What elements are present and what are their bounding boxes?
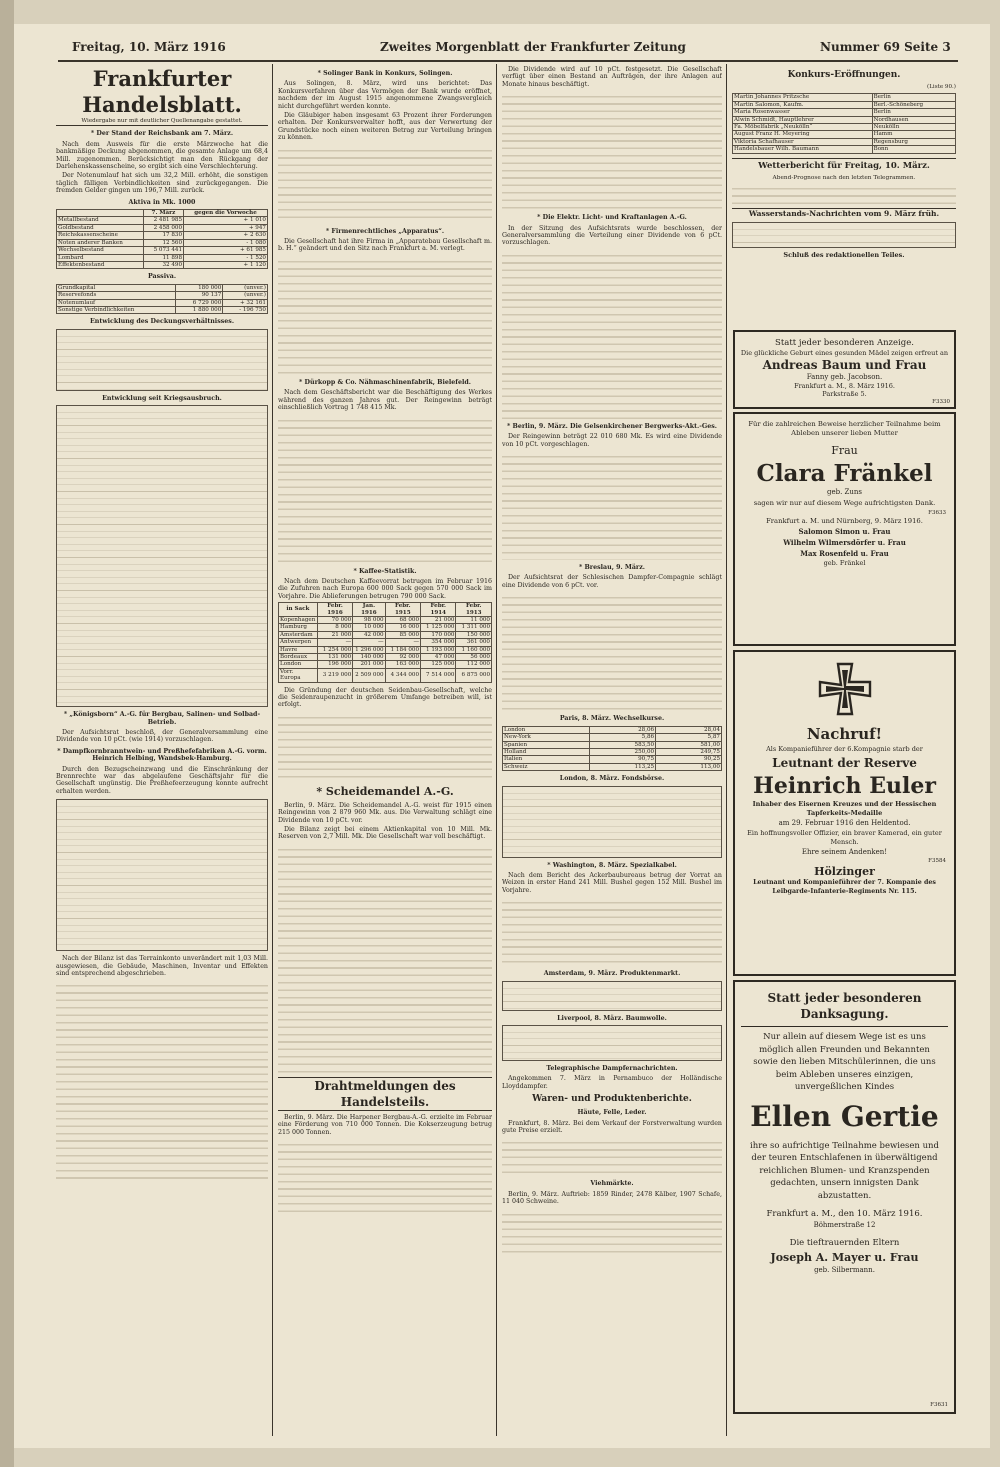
article-text: Der Notenumlauf hat sich um 32,2 Mill. erhöht, die sonstigen täglich fälligen Verbindlichkeiten sind zurückgegangen. Die fremden Gelder gingen um 196,7 Mill. zurück. [56, 172, 268, 195]
table-cell: 21 000 [317, 631, 352, 638]
table-header-row [279, 603, 492, 617]
table-cell: London [503, 726, 590, 733]
birth-announcement [733, 330, 956, 409]
paris-exchange-table [502, 726, 722, 771]
column-1 [56, 66, 268, 1436]
ad-signature: Salomon Simon u. Frau [798, 527, 891, 536]
table-row [279, 639, 492, 646]
table-cell: Lombard [57, 254, 144, 261]
table-header: Febr. 1914 [421, 603, 456, 617]
table-cell: Sonstige Verbindlichkeiten [57, 306, 176, 313]
article-text: Nach dem Deutschen Kaffeevorrat betrugen im Februar 1916 die Zufuhren nach Europa 600 000 Sack gegen 570 000 Sack im Vorjahre. Die Ablieferungen betrugen 790 000 Sack. [278, 577, 492, 600]
table-title: Aktiva in Mk. 1000 [128, 198, 196, 206]
table-cell: 354 000 [421, 639, 456, 646]
table-cell: Martin Salomon, Kaufm. [733, 101, 873, 108]
section-heading: * Die Elektr. Licht- und Kraftanlagen A.-G. [537, 214, 687, 222]
table-cell: 180 000 [176, 284, 223, 291]
table-cell: 17 830 [143, 232, 183, 239]
table-cell: 98 000 [353, 616, 385, 623]
ad-line: Ehre seinem Andenken! [801, 848, 888, 856]
table-cell: 112 000 [456, 661, 492, 668]
header-paper: Zweites Morgenblatt der Frankfurter Zeitung [380, 40, 686, 54]
kriegsausbruch-table [56, 405, 268, 707]
section-heading: Wetterbericht für Freitag, 10. März. [732, 158, 956, 172]
text-block [502, 450, 722, 560]
table-cell: New-York [503, 734, 590, 741]
table-cell: Fa. Möbelfabrik „Neukölln“ [733, 124, 873, 131]
table-cell: (unver.) [223, 284, 268, 291]
ad-signature: geb. Fränkel [823, 559, 866, 567]
text-block [278, 255, 492, 375]
column-2 [278, 66, 492, 1436]
table-cell: 28,06 [590, 726, 656, 733]
article-text: Berlin, 9. März. Die Harpener Bergbau-A.-G. erzielte im Februar eine Förderung von 710 000 Tonnen. Die Kokserzeugung betrug 215 000 Tonnen. [278, 1113, 492, 1136]
text-block [502, 1208, 722, 1258]
section-heading: Schluß des redaktionellen Teiles. [783, 251, 905, 260]
table-cell: + 2 630 [184, 232, 268, 239]
deckung-table [56, 329, 268, 391]
ad-line: Für die zahlreichen Beweise herzlicher Teilnahme beim Ableben unserer lieben Mutter [748, 420, 941, 437]
table-row [733, 138, 956, 145]
table-cell: 2 481 985 [143, 217, 183, 224]
table-cell: + 1 010 [184, 217, 268, 224]
table-cell: 28,04 [656, 726, 722, 733]
table-cell: 21 000 [421, 616, 456, 623]
table-cell: 32 490 [143, 261, 183, 268]
column-3 [502, 66, 722, 1436]
article-text: Frankfurt, 8. März. Bei dem Verkauf der Forstverwaltung wurden gute Preise erzielt. [502, 1119, 722, 1134]
section-heading: * Scheidemandel A.-G. [316, 784, 454, 798]
table-cell: Reservefonds [57, 292, 176, 299]
kaffee-table [278, 602, 492, 682]
table-cell: Spanien [503, 741, 590, 748]
table-row [503, 748, 722, 755]
header-date: Freitag, 10. März 1916 [72, 40, 226, 54]
table-cell: 170 000 [421, 631, 456, 638]
table-cell: Grundkapital [57, 284, 176, 291]
table-cell: 2 509 000 [353, 668, 385, 682]
table-cell: Havre [279, 646, 318, 653]
section-heading: * Solinger Bank in Konkurs, Solingen. [317, 70, 453, 77]
text-block [502, 1136, 722, 1176]
table-cell: 1 125 000 [421, 624, 456, 631]
ad-line: Die glückliche Geburt eines gesunden Mädel zeigen erfreut an [740, 349, 949, 357]
article-text: Nach der Bilanz ist das Terrainkonto unverändert mit 1,03 Mill. ausgewiesen, die Gebäude, Maschinen, Inventar und Effekten sind entsprechend abgeschrieben. [56, 955, 268, 978]
table-cell: Berl.-Schöneberg [872, 101, 955, 108]
section-heading: Wasserstands-Nachrichten vom 9. März früh. [732, 208, 956, 219]
table-row [57, 247, 268, 254]
reichsbank-aktiva-table [56, 209, 268, 269]
table-cell: 250,00 [590, 748, 656, 755]
ad-name: Ellen Gertie [750, 1099, 939, 1133]
ad-line: Statt jeder besonderen Anzeige. [775, 338, 914, 348]
table-row [57, 292, 268, 299]
ad-line: Fanny geb. Jacobson. [806, 373, 883, 381]
ad-name: Andreas Baum und Frau [762, 358, 927, 372]
table-row [57, 239, 268, 246]
ad-line: Inhaber des Eisernen Kreuzes und der Hessischen Tapferkeits-Medaille [752, 800, 937, 817]
table-cell: 5 073 441 [143, 247, 183, 254]
table-cell: + 61 985 [184, 247, 268, 254]
table-header: 7. März [143, 210, 183, 217]
section-heading: * Breslau, 9. März. [578, 564, 645, 572]
table-cell: 583,50 [590, 741, 656, 748]
london-table [502, 786, 722, 858]
table-row [503, 763, 722, 770]
column-4-top [732, 66, 956, 326]
table-cell: Antwerpen [279, 639, 318, 646]
table-cell: — [385, 639, 420, 646]
thanks-announcement-ellen-gertie [733, 980, 956, 1414]
ad-title: Statt jeder besonderen Danksagung. [741, 990, 948, 1027]
table-cell: - 1 520 [184, 254, 268, 261]
table-cell: 7 514 000 [421, 668, 456, 682]
table-row [733, 109, 956, 116]
article-text: Die Bilanz zeigt bei einem Aktienkapital von 10 Mill. Mk. Reserven von 2,7 Mill. Mk. Die Gesellschaft war voll beschäftigt. [278, 826, 492, 841]
table-row [733, 124, 956, 131]
table-cell: Alwin Schmidt, Hauptlehrer [733, 116, 873, 123]
table-cell: 113,00 [656, 763, 722, 770]
table-header [57, 210, 144, 217]
section-heading: * „Königsborn“ A.-G. für Bergbau, Salinen- und Solbad-Betrieb. [63, 711, 261, 726]
table-cell: 1 254 000 [317, 646, 352, 653]
table-cell: 1 311 000 [456, 624, 492, 631]
table-cell: Kopenhagen [280, 616, 316, 623]
table-cell: - 196 750 [223, 306, 268, 313]
table-cell: Schweiz [503, 763, 590, 770]
section-heading: Paris, 8. März. Wechselkurse. [559, 715, 665, 723]
table-row [503, 756, 722, 763]
masthead-note: Wiedergabe nur mit deutlicher Quellenangabe gestattet. [56, 118, 268, 126]
table-cell: 16 000 [385, 624, 420, 631]
table-row [279, 616, 492, 623]
ad-line: geb. Zuns [826, 488, 863, 496]
table-cell: Holland [503, 748, 590, 755]
article-text: Nach dem Ausweis für die erste Märzwoche hat die bankmäßige Deckung abgenommen, die gesamte Anlage um 68,4 Mill. zugenommen. Berücksichtigt man den Rückgang der Darlehenskassenscheine, so ergibt sich eine Verschlechterung. [56, 140, 268, 171]
table-cell: 90,25 [656, 756, 722, 763]
table-cell: 163 000 [385, 661, 420, 668]
table-cell: 2 458 000 [143, 224, 183, 231]
table-row [503, 734, 722, 741]
table-header: in Sack [279, 603, 318, 617]
ad-line: Ein hoffnungsvoller Offizier, ein braver Kamerad, ein guter Mensch. [747, 829, 942, 846]
table-cell: 196 000 [317, 661, 352, 668]
table-cell: 581,00 [656, 741, 722, 748]
water-table [732, 222, 956, 248]
section-heading: Waren- und Produktenberichte. [532, 1094, 692, 1105]
text-block [278, 843, 492, 1073]
section-heading: Entwicklung seit Kriegsausbruch. [102, 394, 222, 402]
section-heading: Liverpool, 8. März. Baumwolle. [557, 1014, 667, 1022]
table-header: Febr. 1915 [385, 603, 420, 617]
table-cell: 56 000 [456, 653, 492, 660]
ad-line: Leutnant der Reserve [772, 756, 917, 770]
liverpool-table [502, 1025, 722, 1061]
ad-code: F3633 [928, 510, 946, 516]
text-block [278, 711, 492, 781]
article-text: Berlin, 9. März. Die Scheidemandel A.-G. weist für 1915 einen Reingewinn von 2 879 960 Mk. aus. Die Verwaltung schlägt eine Dividende von 10 pCt. vor. [278, 801, 492, 824]
table-row [733, 146, 956, 153]
section-heading: * Dürkopp & Co. Nähmaschinenfabrik, Bielefeld. [299, 378, 471, 386]
table-cell: 47 000 [421, 653, 456, 660]
table-cell: Berlin [872, 109, 955, 116]
table-cell: August Franz H. Meyering [733, 131, 873, 138]
table-cell: 42 000 [353, 631, 385, 638]
table-cell: Hamm [872, 131, 955, 138]
column-rule [272, 64, 273, 1436]
table-cell: 131 000 [317, 653, 352, 660]
table-cell: 90,75 [590, 756, 656, 763]
obituary-heinrich-euler [733, 650, 956, 976]
section-heading: * Der Stand der Reichsbank am 7. März. [90, 130, 234, 138]
ad-title: Nachruf! [806, 725, 883, 743]
article-text: Die Gläubiger haben insgesamt 63 Prozent ihrer Forderungen erhalten. Der Konkursverwalter hofft, aus der Verwertung der Grundstücke noch einen weiteren Betrag zur Verteilung bringen zu können. [278, 112, 492, 142]
article-text: Die Gründung der deutschen Seidenbau-Gesellschaft, welche die Seidenraupenzucht in größerem Umfange betreiben will, ist erfolgt. [278, 686, 492, 709]
ad-name: Heinrich Euler [753, 773, 936, 799]
konkurs-table [732, 93, 956, 153]
table-row [57, 254, 268, 261]
article-text: Berlin, 9. März. Auftrieb: 1859 Rinder, 2478 Kälber, 1907 Schafe, 11 040 Schweine. [502, 1190, 722, 1206]
ad-line: Frau [831, 444, 858, 457]
ad-line: Als Kompanieführer der 6.Kompagnie starb der [766, 745, 923, 753]
table-cell: 1 160 000 [456, 646, 492, 653]
article-text: Aus Solingen, 8. März, wird uns berichtet: Das Konkursverfahren über das Vermögen der Bank wurde eröffnet, nachdem der im August 1915 angenommene Zwangsvergleich nicht durchgeführt werden konnte. [278, 80, 492, 110]
table-cell: + 947 [184, 224, 268, 231]
table-cell: 1 193 000 [421, 646, 456, 653]
table-cell: Hamburg [279, 624, 318, 631]
table-row [279, 661, 492, 668]
text-block [502, 896, 722, 966]
ad-line: Die tieftrauernden Eltern [789, 1238, 900, 1248]
section-heading: Konkurs-Eröffnungen. [787, 70, 901, 80]
table-row [57, 261, 268, 268]
table-cell: Nordhausen [872, 116, 955, 123]
section-heading: * Kaffee-Statistik. [353, 567, 417, 575]
table-cell: Vorr. Europa [279, 668, 318, 682]
ad-line: Nur allein auf diesem Wege ist es uns möglich allen Freunden und Bekannten sowie den lieben Mitschülerinnen, die uns beim Ableben unseres einzigen, unvergeßlichen Kindes [753, 1032, 936, 1092]
table-cell: 85 000 [385, 631, 420, 638]
header-rule [58, 60, 958, 62]
section-heading: London, 8. März. Fondsbörse. [559, 775, 665, 783]
table-header-row [57, 210, 268, 217]
article-text: Die Gesellschaft hat ihre Firma in „Apparatebau Gesellschaft m. b. H.“ geändert und den Sitz nach Frankfurt a. M. verlegt. [278, 238, 492, 253]
ad-signature: Max Rosenfeld u. Frau [800, 549, 889, 558]
table-header: Jan. 1916 [353, 603, 385, 617]
ad-line: ihre so aufrichtige Teilnahme bewiesen und der teuren Entschlafenen in überwältigend reichlichen Blumen- und Kranzspenden gedachten, unsern innigsten Dank abzustatten. [750, 1140, 939, 1201]
ad-code: F3631 [930, 1402, 948, 1408]
text-block [502, 591, 722, 711]
table-cell: Regensburg [872, 138, 955, 145]
table-row [733, 116, 956, 123]
table-row [279, 624, 492, 631]
ad-signature: geb. Silbermann. [814, 1266, 875, 1274]
table-row [279, 668, 492, 682]
ad-code: F3330 [932, 399, 950, 405]
table-cell: — [353, 639, 385, 646]
article-text: Der Aufsichtsrat beschloß, der Generalversammlung eine Dividende von 10 pCt. (wie 1914) vorzuschlagen. [56, 728, 268, 744]
article-text: Nach dem Bericht des Ackerbaubureaus betrug der Vorrat an Weizen in erster Hand 241 Mill. Bushel gegen 152 Mill. Bushel im Vorjahre. [502, 871, 722, 894]
table-cell: 1 296 000 [353, 646, 385, 653]
ad-line: Parkstraße 5. [822, 390, 867, 398]
table-row [57, 284, 268, 291]
text-block [502, 249, 722, 419]
page-header [60, 40, 960, 58]
text-block [278, 1138, 492, 1218]
section-heading: Entwicklung des Deckungsverhältnisses. [89, 318, 235, 326]
section-heading: Viehmärkte. [590, 1180, 634, 1188]
ad-line: sagen wir nur auf diesem Wege aufrichtigsten Dank. [753, 499, 936, 507]
table-cell: (unver.) [223, 292, 268, 299]
table-header: Febr. 1913 [456, 603, 492, 617]
table-cell: - 1 080 [184, 239, 268, 246]
table-cell: Bonn [872, 146, 955, 153]
article-text: Der Aufsichtsrat der Schlesischen Dampfer-Compagnie schlägt eine Dividende von 6 pCt. vor. [502, 574, 722, 589]
table-cell: Neukölln [872, 124, 955, 131]
table-row [57, 217, 268, 224]
page-gutter [0, 0, 14, 1467]
table-row [279, 631, 492, 638]
table-cell: Metallbestand [57, 217, 144, 224]
section-heading: Telegraphische Dampfernachrichten. [546, 1064, 678, 1072]
table-cell: 10 000 [353, 624, 385, 631]
section-heading: * Berlin, 9. März. Die Gelsenkirchener Bergwerks-Akt.-Ges. [507, 422, 717, 430]
ad-signature: Leutnant und Kompanieführer der 7. Kompanie des Leibgarde-Infanterie-Regiments Nr. 115. [753, 879, 936, 895]
table-row [57, 232, 268, 239]
table-cell: Reichskassenscheine [57, 232, 144, 239]
section-heading: Amsterdam, 9. März. Produktenmarkt. [543, 970, 681, 978]
text-block [278, 414, 492, 564]
ad-line: Frankfurt a. M., den 10. März 1916. [766, 1209, 923, 1219]
table-cell: 140 000 [353, 653, 385, 660]
table-row [733, 131, 956, 138]
table-header: Febr. 1916 [317, 603, 352, 617]
konkurs-sub: (Liste 90.) [927, 84, 956, 90]
table-cell: — [317, 639, 352, 646]
masthead: Frankfurter Handelsblatt. [82, 66, 242, 117]
ad-name: Clara Fränkel [756, 460, 933, 487]
table-cell: 201 000 [353, 661, 385, 668]
table-cell: Bordeaux [279, 653, 318, 660]
table-cell: Effektenbestand [57, 261, 144, 268]
article-text: Die Dividende wird auf 10 pCt. festgesetzt. Die Gesellschaft verfügt über einen Bestand an Aufträgen, der ihre Anlagen auf Monate hinaus beschäftigt. [502, 66, 722, 88]
table-cell: 1 880 000 [176, 306, 223, 313]
table-cell: 11 000 [456, 616, 492, 623]
weather-sub: Abend-Prognose nach den letzten Telegrammen. [772, 174, 916, 181]
table-cell: Viktoria Schafhauser [733, 138, 873, 145]
table-header: gegen die Vorwoche [184, 210, 268, 217]
table-cell: + 32 161 [223, 299, 268, 306]
table-cell: 11 898 [143, 254, 183, 261]
table-cell: Goldbestand [57, 224, 144, 231]
section-heading: * Firmenrechtliches „Apparatus“. [325, 227, 445, 235]
table-cell: Noten anderer Banken [57, 239, 144, 246]
table-cell: 4 344 000 [385, 668, 420, 682]
table-cell: Maria Rosenwasser [733, 109, 873, 116]
table-cell: 8 000 [317, 624, 352, 631]
table-cell: 361 000 [456, 639, 492, 646]
article-text: Angekommen 7. März in Pernambuco der Holländische Lloyddampfer. [502, 1075, 722, 1090]
table-cell: 5,86 [590, 734, 656, 741]
article-text: Durch den Bezugscheinzwang und die Einschränkung der Brennrechte war das abgelaufene Geschäftsjahr für die Gesellschaft ungünstig. Die Preßhefeerzeugung konnte aufrecht erhalten werden. [56, 765, 268, 795]
table-row [503, 726, 722, 733]
table-cell: Italien [503, 756, 590, 763]
ad-signature: Wilhelm Wilmersdörfer u. Frau [783, 538, 906, 547]
article-text: Der Reingewinn beträgt 22 010 680 Mk. Es wird eine Dividende von 10 pCt. vorgeschlagen. [502, 433, 722, 448]
ad-signature: Hölzinger [814, 865, 875, 878]
table-row [57, 306, 268, 313]
table-cell: London [279, 661, 318, 668]
table-row [279, 646, 492, 653]
table-cell: 5,87 [656, 734, 722, 741]
article-text: Nach dem Geschäftsbericht war die Beschäftigung des Werkes während des ganzen Jahres gut. Der Reingewinn beträgt einschließlich Vortrag 1 748 415 Mk. [278, 389, 492, 412]
table-cell: 6 729 000 [176, 299, 223, 306]
table-cell: 68 000 [385, 616, 420, 623]
ad-line: Frankfurt a. M., 8. März 1916. [794, 382, 895, 390]
table-cell: Amsterdam [279, 631, 318, 638]
thanks-announcement-fraenkel [733, 412, 956, 646]
table-row [733, 94, 956, 101]
table-cell: 90 137 [176, 292, 223, 299]
table-title: Passiva. [147, 273, 177, 281]
column-rule [496, 64, 497, 1436]
helbing-table [56, 799, 268, 951]
table-row [733, 101, 956, 108]
table-row [503, 741, 722, 748]
table-row [279, 653, 492, 660]
table-cell: 113,25 [590, 763, 656, 770]
text-block [732, 182, 956, 204]
table-row [57, 299, 268, 306]
article-text: In der Sitzung des Aufsichtsrats wurde beschlossen, der Generalversammlung die Verteilung einer Dividende von 6 pCt. vorzuschlagen. [502, 224, 722, 247]
table-cell: 92 000 [385, 653, 420, 660]
reichsbank-passiva-table [56, 284, 268, 315]
table-cell: 1 184 000 [385, 646, 420, 653]
table-row [57, 224, 268, 231]
table-cell: Martin Johannes Pritzsche [733, 94, 873, 101]
header-page: Nummer 69 Seite 3 [820, 40, 951, 54]
ad-code: F3584 [928, 858, 946, 864]
text-block [278, 144, 492, 224]
section-heading: * Dampfkornbranntwein- und Preßhefefabriken A.-G. vorm. Heinrich Helbing, Wandsbek-Hamburg. [57, 747, 267, 763]
section-heading: * Washington, 8. März. Spezialkabel. [547, 861, 677, 869]
section-heading: Häute, Felle, Leder. [577, 1109, 647, 1117]
table-cell: Wechselbestand [57, 247, 144, 254]
ad-line: Frankfurt a. M. und Nürnberg, 9. März 1916. [766, 517, 923, 525]
table-cell: 249,75 [656, 748, 722, 755]
amsterdam-table [502, 981, 722, 1011]
table-cell: 125 000 [421, 661, 456, 668]
text-block [502, 90, 722, 210]
table-cell: Notenumlauf [57, 299, 176, 306]
table-cell: 70 000 [317, 616, 352, 623]
ad-signature: Joseph A. Mayer u. Frau [770, 1251, 919, 1264]
table-cell: Handelsbauer Wilh. Baumann [733, 146, 873, 153]
table-cell: + 1 120 [184, 261, 268, 268]
ad-line: am 29. Februar 1916 den Heldentod. [778, 819, 911, 827]
table-cell: 3 219 000 [317, 668, 352, 682]
section-heading: Drahtmeldungen des Handelsteils. [278, 1077, 492, 1111]
text-block [56, 979, 268, 1179]
column-rule [726, 64, 727, 1436]
table-cell: 12 560 [143, 239, 183, 246]
table-cell: Berlin [872, 94, 955, 101]
ad-line: Böhmerstraße 12 [813, 1221, 876, 1229]
table-cell: 6 875 000 [456, 668, 492, 682]
table-cell: 150 000 [456, 631, 492, 638]
iron-cross-icon [818, 662, 872, 716]
